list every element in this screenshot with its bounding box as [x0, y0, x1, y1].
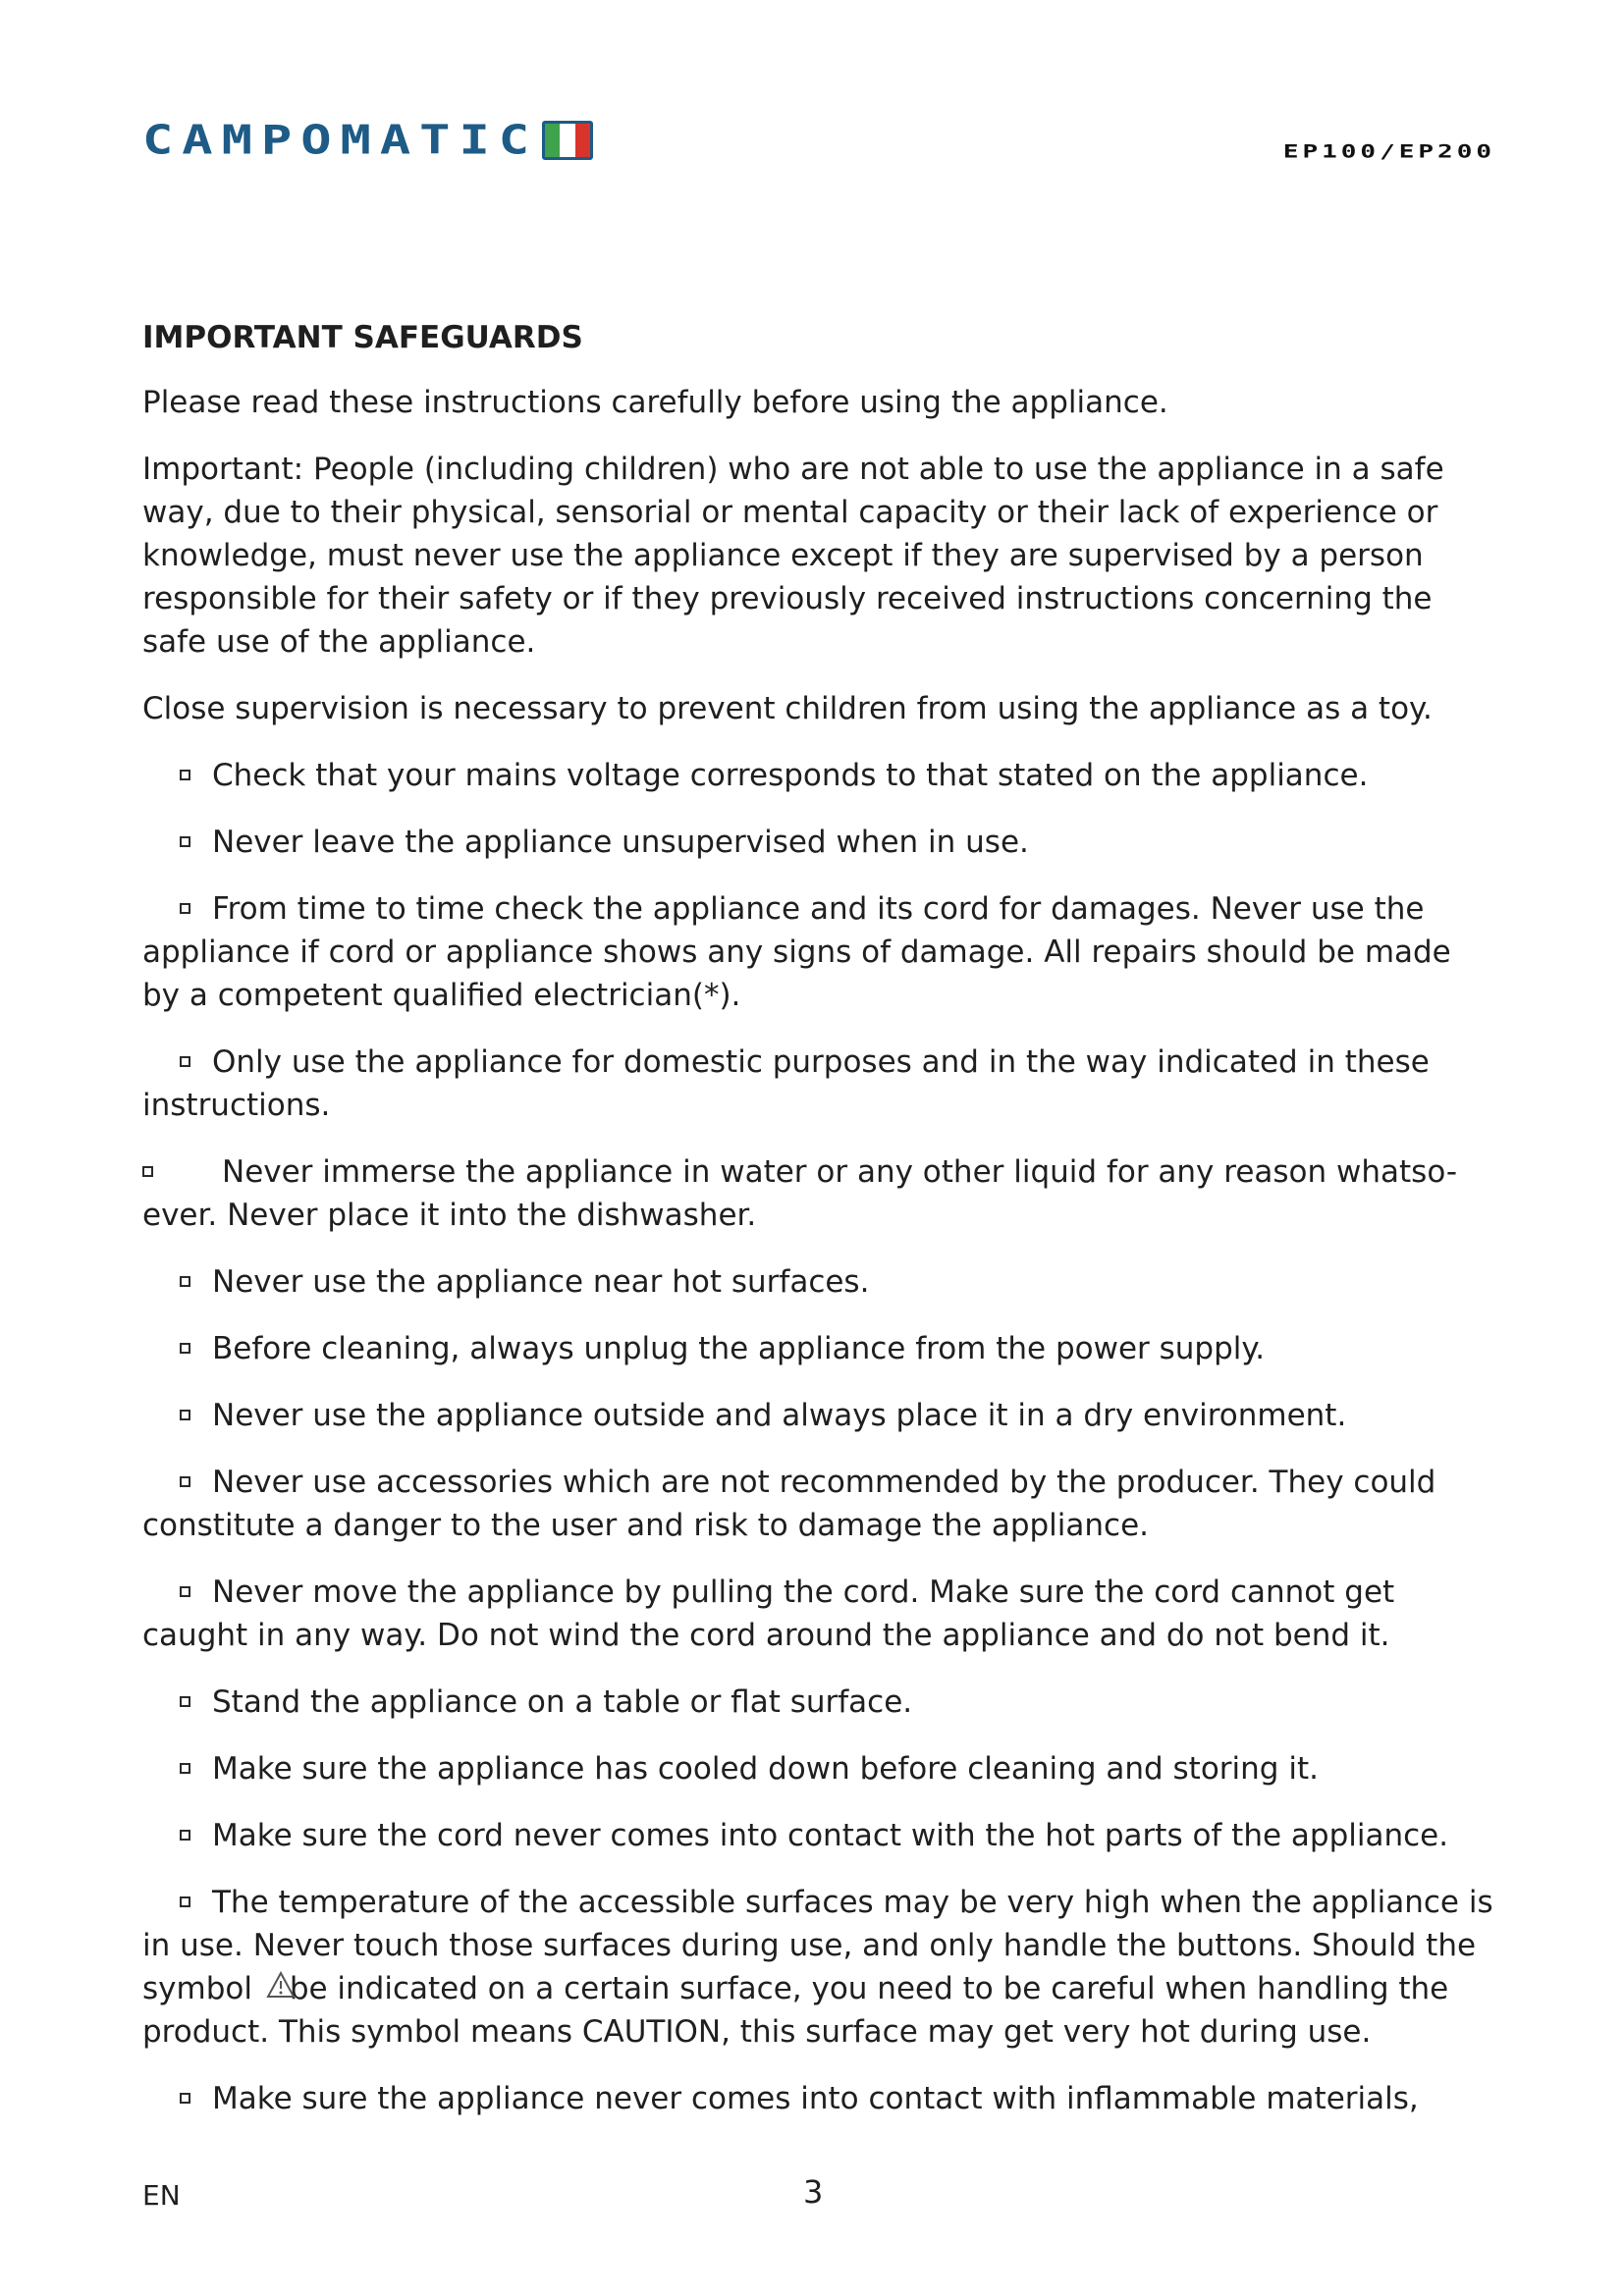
checkbox-bullet-icon [180, 1476, 190, 1487]
list-item: Make sure the appliance has cooled down before cleaning and storing it. [142, 1747, 1497, 1790]
checkbox-bullet-icon [180, 1696, 190, 1707]
list-item: Never use accessories which are not recommended by the producer. They could constitute a danger to the user and risk to damage the appliance. [142, 1465, 1436, 1543]
checkbox-bullet-icon [180, 770, 190, 780]
list-item: Stand the appliance on a table or flat surface. [142, 1681, 1497, 1724]
italian-flag-icon [542, 121, 593, 160]
checkbox-bullet-icon [180, 1763, 190, 1774]
list-item: Never leave the appliance unsupervised when in use. [142, 821, 1497, 864]
page-header [142, 116, 1495, 175]
checkbox-bullet-icon [142, 1166, 153, 1177]
checkbox-bullet-icon [180, 1586, 190, 1597]
checkbox-bullet-icon [180, 1056, 190, 1067]
checkbox-bullet-icon [180, 2093, 190, 2104]
intro-paragraph: Please read these instructions carefully before using the appliance. [142, 385, 1168, 420]
model-number: EP100/EP200 [1282, 141, 1495, 163]
safeguards-section [142, 316, 1497, 2144]
supervision-paragraph: Close supervision is necessary to prevent children from using the appliance as a toy. [142, 691, 1433, 726]
checkbox-bullet-icon [180, 1276, 190, 1287]
list-item: Before cleaning, always unplug the appliance from the power supply. [142, 1327, 1497, 1370]
warning-triangle-icon [266, 1971, 296, 1999]
list-item: Never use the appliance near hot surfaces. [142, 1260, 1497, 1304]
checkbox-bullet-icon [180, 836, 190, 847]
logo-wordmark: CAMPOMATIC [142, 117, 539, 164]
list-item: Check that your mains voltage corresponds to that stated on the appliance. [142, 754, 1497, 797]
page-number: 3 [803, 2173, 824, 2211]
footer-language: EN [142, 2179, 181, 2212]
checkbox-bullet-icon [180, 1343, 190, 1354]
section-title: IMPORTANT SAFEGUARDS [142, 320, 583, 355]
caution-list-item: The temperature of the accessible surfaces may be very high when the appliance is in use. Never touch those surfaces during use, and only handle the buttons. Should the symbol be indicated on a certain surface, you need to be careful when handling the product. This symbol means CAUTION, this surface may get very hot during use. [142, 1885, 1493, 2050]
list-item: Never use the appliance outside and always place it in a dry environment. [142, 1394, 1497, 1437]
important-paragraph: Important: People (including children) who are not able to use the appliance in a safe way, due to their physical, sensorial or mental capacity or their lack of experience or knowledge, must never use the appliance except if they are supervised by a person responsible for their safety or if they previously received instructions concerning the safe use of the appliance. [142, 452, 1444, 660]
campomatic-logo [142, 116, 593, 165]
checkbox-bullet-icon [180, 1830, 190, 1841]
list-item: Make sure the appliance never comes into contact with inflammable materials, [142, 2077, 1497, 2120]
list-item: From time to time check the appliance and its cord for damages. Never use the appliance if cord or appliance shows any signs of damage. All repairs should be made by a competent qualified electrician(*). [142, 891, 1451, 1013]
list-item: Never immerse the appliance in water or any other liquid for any reason whatso-ever. Never place it into the dishwasher. [142, 1154, 1458, 1233]
checkbox-bullet-icon [180, 1410, 190, 1420]
checkbox-bullet-icon [180, 903, 190, 914]
checkbox-bullet-icon [180, 1896, 190, 1907]
list-item: Never move the appliance by pulling the cord. Make sure the cord cannot get caught in any way. Do not wind the cord around the appliance and do not bend it. [142, 1575, 1395, 1653]
list-item: Make sure the cord never comes into contact with the hot parts of the appliance. [142, 1814, 1497, 1857]
list-item: Only use the appliance for domestic purposes and in the way indicated in these instructions. [142, 1044, 1430, 1123]
